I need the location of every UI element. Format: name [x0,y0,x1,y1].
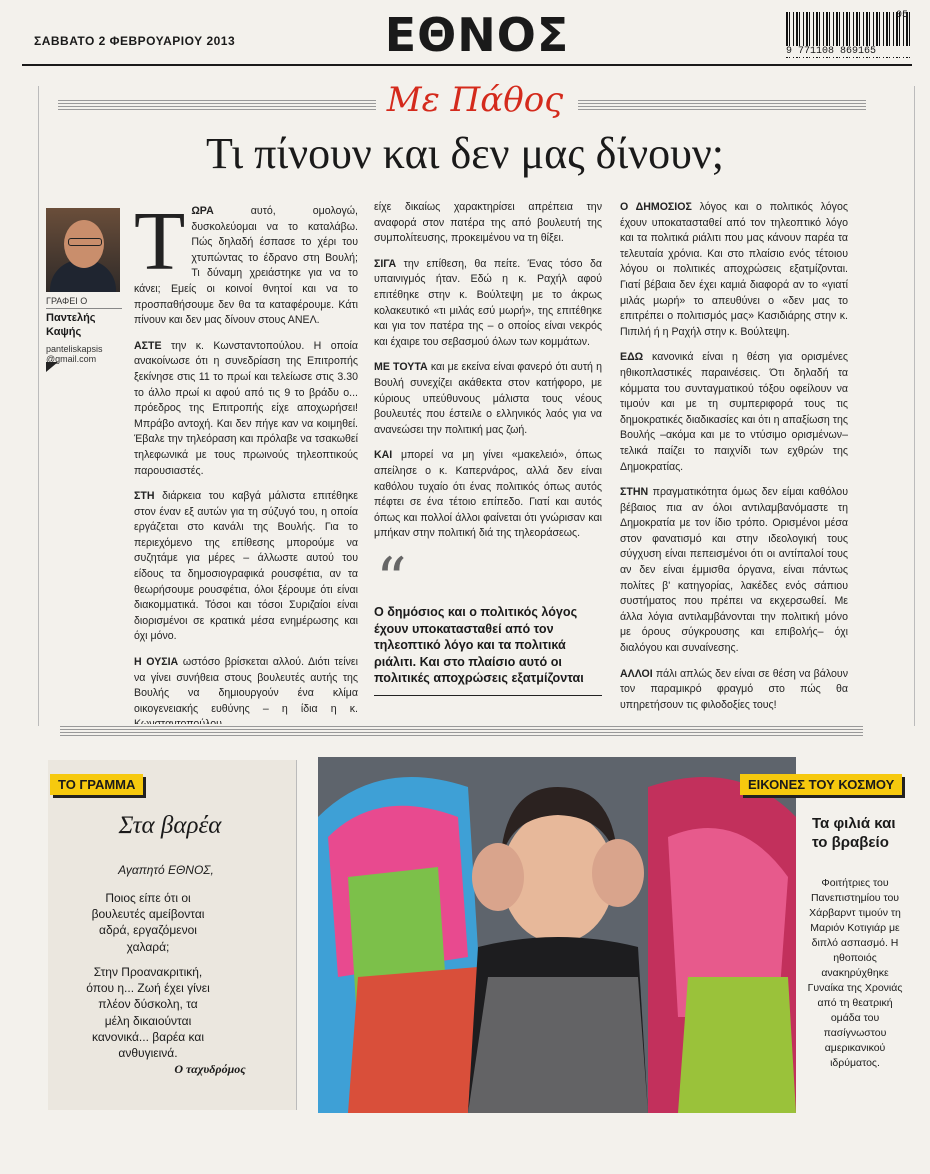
letter-signature: Ο ταχυδρόμος [174,1062,246,1076]
quote-icon: “ [376,545,407,615]
headline: Τι πίνουν και δεν μας δίνουν; [205,129,724,178]
author-marker-icon [46,362,58,372]
photo-caption-title: Τα φιλιά και το βραβείο [812,815,896,851]
pull-quote-rule [374,695,602,696]
pull-quote: Ο δημόσιος και ο πολιτικός λόγος έχουν υποκατασταθεί από τον τηλεοπτικό λόγο και τα πολιτικά ριάλιτι. Και στο πλαίσιο αυτό οι πολιτικές αποχρώσεις εξατμίζονται [374,605,584,685]
drop-cap: Τ [134,195,186,288]
section-title: Με Πάθος [386,80,564,120]
section-separator [60,724,863,738]
letter-tag: ΤΟ ΓΡΑΜΜΑ [50,774,143,795]
issue-date: ΣΑΒΒΑΤΟ 2 ΦΕΒΡΟΥΑΡΙΟΥ 2013 [34,34,236,48]
article-column-3: Ο ΔΗΜΟΣΙΟΣ λόγος και ο πολιτικός λόγος έχουν υποκατασταθεί από τον τηλεοπτικό λόγο και τα πολιτικά ριάλιτι που μας κάνουν παρέα τα τελευταία χρόνια. Και στο πλαίσιο ενός τέτοιου λόγου οι πολιτικές αποχρώσεις εξατμίζονται. Γιατί βέβαια δεν έχει καμιά διαφορά αν το «γιατί μιλάς μωρή» το απευθύνει ο «δεν μας το επιτρέπει ο πολιτισμός μας» Κασιδιάρης στην κ. Πιπιλή ή η Ραχήλ στην κ. Βούλτεψη. ΕΔΩ κανονικά είναι η θέση για ορισμένες ηθικοπλαστικές παραινέσεις. Ότι δηλαδή τα κόμματα του συνταγματικού τόξου οφείλουν να τιμούν και με τη συμπεριφορά τους τις δημοκρατικές διαδικασίες και ότι η απαξίωση της Βουλής –ακόμα και με το ντύσιμο ορισμένων– τελικά παίζει το παιχνίδι των εχθρών της Δημοκρατίας. ΣΤΗΝ πραγματικότητα όμως δεν είμαι καθόλου βέβαιος πια αν όλοι αντιλαμβανόμαστε τη Δημοκρατία με τον ίδιο τρόπο. Ορισμένοι μέσα στον φανατισμό και στην ιδεολογική τους σύγχυση είναι πεπεισμένοι ότι οι αντίπαλοί τους αν δεν είναι έμμισθα όργανα, είναι πάντως πολίτες β' κατηγορίας, λακέδες ενός σάπιου συστήματος που πρέπει να εκχερσωθεί. Με άλλα λόγια αντιλαμβάνονται την πολιτική μόνο με όρους σύγκρουσης και επιβολής– όχι διαλόγου και συναίνεσης. ΑΛΛΟΙ πάλι απλώς δεν είναι σε θέση να βάλουν τον παραμικρό φραγμό στο πώς θα υπηρετήσουν τις φιλοδοξίες τους! [620,201,848,711]
masthead-rule [22,64,912,66]
letter-salutation: Αγαπητό ΕΘΝΟΣ, [118,863,214,877]
article-column-2: είχε δικαίως χαρακτηρίσει απρέπεια την αναφορά στον πατέρα της από βουλευτή της συμπολίτευσης, προκειμένου να τη θίξει. ΣΙΓΑ την επίθεση, θα πείτε. Ένας τόσο δα υπαινιγμός ήταν. Εδώ η κ. Ραχήλ αφού επιτέθηκε στην κ. Βούλτεψη με το άκρως κολακευτικό «τι μιλάς εσύ μωρή», της επιτέθηκε και για τον πατέρα της – ο οποίος είναι νεκρός και έχαιρε του σεβασμού όλων των κομμάτων. ΜΕ ΤΟΥΤΑ και με εκείνα είναι φανερό ότι αυτή η Βουλή συνεχίζει ακάθεκτα στον κατήφορο, με κύριους υπεύθυνους μάλιστα τους νέους βουλευτές που έστειλε ο ελληνικός λαός για να ανανεώσει την πολιτική μας ζωή. ΚΑΙ μπορεί να μη γίνει «μακελειό», όπως απείλησε ο κ. Καπερνάρος, αλλά δεν είναι καθόλου τυχαίο ότι ένας πολιτικός όπως αυτός πέφτει σε ένα τέτοιο επίπεδο. Γιατί και αυτός όπως και πολλοί άλλοι φαίνεται ότι γνώρισαν και μπήκαν στην πολιτική διά της τηλεοράσεως. [374,201,602,540]
photo-caption: Φοιτήτριες του Πανεπιστημίου του Χάρβαρντ τιμούν τη Μαριόν Κοτιγιάρ με διπλό ασπασμό. Η ηθοποιός ανακηρύχθηκε Γυναίκα της Χρονιάς από τη θεατρική ομάδα του πασίγνωστου αμερικανικού ιδρύματος. [807,877,903,1069]
section-rule-left [58,98,376,112]
letter-paragraph-1: Ποιος είπε ότι οι βουλευτές αμείβονται αδρά, εργαζόμενοι χαλαρά; [91,891,205,954]
author-lastname: Καψής [46,326,82,338]
article-column-1: ΤΩΡΑ αυτό, ομολογώ, δυσκολεύομαι να το καταλάβω. Πώς δηλαδή έσπασε το χέρι του χτυπώντας το έδρανο στη Βουλή; Τι δύναμη χρειάστηκε για να το κάνει; Εμείς οι κοινοί θνητοί και να το προσπαθήσουμε δεν θα τα καταφέρουμε. Κάτι πίνουν και δεν μας δίνουν στους ΑΝΕΛ. ΑΣΤΕ την κ. Κωνσταντοπούλου. Η οποία ανακοίνωσε ότι η συνεδρίαση της Επιτροπής ξεκίνησε στις 11 το πρωί και τελείωσε στις 3.30 το άλλο πρωί κι αφού από τις 9 το βράδυ ο... πρόεδρος της Επιτροπής είχε αποχωρήσει! Μπράβο αντοχή. Και δεν πήγε καν να κοιμηθεί. Έβαλε την τηλεόραση και πρόλαβε να τσακωθεί τηλεφωνικά με τους πρωινούς τηλεοπτικούς παρουσιαστές. ΣΤΗ διάρκεια του καβγά μάλιστα επιτέθηκε στον έναν εξ αυτών για τη σύζυγό του, η οποία εργάζεται στο κανάλι της Βουλής. Για το περιεχόμενο της επίθεσης μπορούμε να συζητάμε για μέρες – άλλωστε αυτού του είδους τα δημοσιογραφικά ρουσφέτια, αν τα θεωρήσουμε ρουσφέτια, όλοι ξέρουμε ότι είναι διακομματικά. Τόσοι και τόσοι Συριζαίοι είναι διορισμένοι σε κρατικά μέσα ενημέρωσης και όχι μόνο. Η ΟΥΣΙΑ ωστόσο βρίσκεται αλλού. Διότι τείνει να γίνει συνήθεια στους βουλευτές αυτής της Βουλής να δημιουργούν ένα κλίμα οικογενειακής ευθύνης – η ίδια η κ. [134,195,358,715]
author-email-domain[interactable]: @gmail.com [46,354,97,364]
author-firstname: Παντελής [46,312,96,324]
issue-number: 05 [896,10,909,21]
kiss-photo [318,757,796,1113]
barcode-number: 9 771108 869165 [786,46,912,57]
newspaper-logo: ΕΘΝΟΣ [384,8,570,62]
author-label: ΓΡΑΦΕΙ Ο [46,296,88,306]
section-rule-right [578,98,866,112]
author-email-user[interactable]: panteliskapsis [46,344,103,354]
kiss-photo-illustration [318,757,796,1113]
author-divider [46,308,122,309]
author-photo [46,208,120,292]
world-tag: ΕΙΚΟΝΕΣ ΤΟΥ ΚΟΣΜΟΥ [740,774,902,795]
letter-paragraph-2: Στην Προανακριτική, όπου η... Ζωή έχει γίνει πλέον δύσκολη, τα μέλη δικαιούνται κανονικά... βαρέα και ανθυγιεινά. [86,965,210,1061]
letter-title: Στα βαρέα [118,812,222,839]
author-glasses [68,238,102,246]
box-divider [296,760,297,1110]
